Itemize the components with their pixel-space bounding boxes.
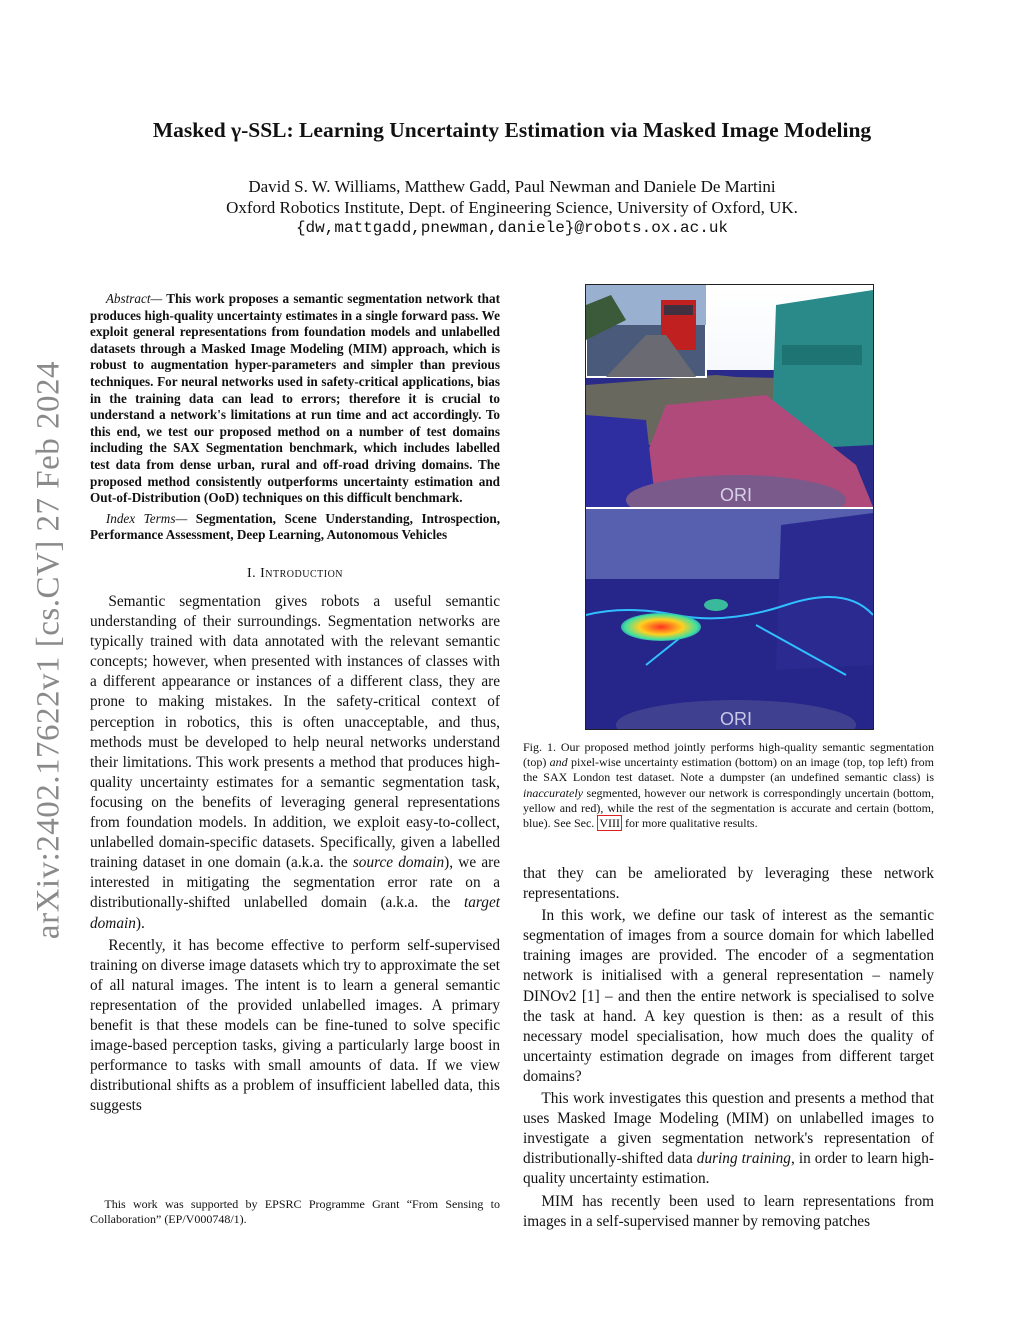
email-address: {dw,mattgadd,pnewman,daniele}@robots.ox.ac.uk — [295, 219, 729, 237]
affiliation: Oxford Robotics Institute, Dept. of Engineering Science, University of Oxford, UK. — [226, 198, 798, 217]
minor-uncertainty-spot — [704, 599, 728, 611]
intro-paragraph-2: Recently, it has become effective to perform self-supervised training on diverse image datasets which try to approximate the set of all natural images. The intent is to learn a general semantic representation of the provided unlabelled images. A primary benefit is that these models can be fine-tuned to solve specific image-based perception tasks, giving a particularly large boost in performance to tasks with small amounts of data. If we view distributional shifts as a problem of insufficient labelled data, this suggests — [90, 936, 500, 1115]
intro-paragraph-1: Semantic segmentation gives robots a useful semantic understanding of their surroundings. Segmentation networks are typically trained with data annotated with the relevant semantic concepts; however, when presented with instances of classes with a different appearance or instances of a different class, they are prone to making mistakes. In the safety-critical context of perception in robotics, this is often unacceptable, and thus, methods must be developed to help neural networks understand their limitations. This work presents a method that produces high-quality uncertainty estimates for a semantic segmentation task, focusing on the benefits of leveraging general representations from foundation models. In addition, we exploit easy-to-collect, unlabelled domain-specific datasets. Specifically, given a labelled training dataset in one domain (a.k.a. the source domain), we are interested in mitigating the segmentation error rate on a distributionally-shifted unlabelled domain (a.k.a. the target domain). — [90, 593, 500, 932]
inset-bus-window — [664, 305, 693, 315]
segmentation-figure-illustration — [586, 285, 873, 729]
section-ref-link[interactable]: VIII — [599, 816, 620, 831]
uncertainty-bus — [776, 513, 873, 670]
arxiv-side-label: arXiv:2402.17622v1 [cs.CV] 27 Feb 2024 — [30, 360, 67, 940]
figure-1-caption: Fig. 1. Our proposed method jointly performs high-quality semantic segmentation (top) and pixel-wise uncertainty estimation (bottom) on an image (top, top left) from the SAX London test dataset. Note a dumpster (an undefined semantic class) is inaccurately segmented, however our network is correspondingly uncertain (bottom, yellow and red), while the rest of the segmentation is accurate and certain (bottom, blue). See Sec. VIII for more qualitative results. — [523, 740, 934, 831]
abstract: Abstract— This work proposes a semantic segmentation network that produces high-quality uncertainty estimates in a single forward pass. We exploit general representations from foundation models and unlabelled datasets through a Masked Image Modeling (MIM) approach, which is robust to augmentation hyper-parameters and simpler than previous techniques. For neural networks used in safety-critical applications, bias in the training data can lead to errors; therefore it is crucial to understand a network's limitations at run time and act accordingly. To this end, we test our proposed method on a number of test domains including the SAX Segmentation benchmark, which includes labelled test data from dense urban, rural and off-road driving domains. The proposed method consistently outperforms uncertainty estimation and Out-of-Distribution (OoD) techniques on this difficult benchmark. — [90, 291, 500, 506]
right-column — [523, 864, 934, 1232]
index-terms: Index Terms— Segmentation, Scene Understanding, Introspection, Performance Assessment, Deep Learning, Autonomous Vehicles — [90, 510, 500, 543]
author-names: David S. W. Williams, Matthew Gadd, Paul Newman and Daniele De Martini — [248, 177, 776, 196]
bonnet-logo: ORI — [719, 485, 753, 505]
author-block — [80, 176, 944, 239]
dumpster-uncertainty-hotspot — [621, 613, 701, 641]
paper-title: Masked γ-SSL: Learning Uncertainty Estimation via Masked Image Modeling — [152, 118, 872, 142]
left-column — [90, 291, 500, 1116]
figure-1-image — [585, 284, 874, 730]
bonnet-logo-bottom: ORI — [719, 709, 753, 729]
right-paragraph-2: This work investigates this question and presents a method that uses Masked Image Modeling (MIM) on unlabelled images to investigate a given segmentation network's representation of distributionally-shifted data during training, in order to learn high-quality uncertainty estimation. — [523, 1090, 934, 1188]
right-paragraph-continued: that they can be ameliorated by leveraging these network representations. — [523, 865, 934, 903]
right-paragraph-1: In this work, we define our task of interest as the semantic segmentation of images from a source domain for which labelled training images are provided. The encoder of a segmentation network is initialised with a general representation – namely DINOv2 [1] – and then the entire network is specialised to solve the task at hand. A key question is then: as a result of this necessary model specialisation, how much does the quality of uncertainty estimation degrade on images from different target domains? — [523, 907, 934, 1085]
section-heading-introduction: I. Introduction — [246, 565, 344, 581]
funding-footnote: This work was supported by EPSRC Programme Grant “From Sensing to Collaboration” (EP/V000748/1). — [90, 1197, 500, 1226]
right-paragraph-3: MIM has recently been used to learn representations from images in a self-supervised manner by removing patches — [523, 1192, 934, 1230]
panel-divider — [586, 507, 873, 509]
bus-window — [782, 345, 862, 365]
